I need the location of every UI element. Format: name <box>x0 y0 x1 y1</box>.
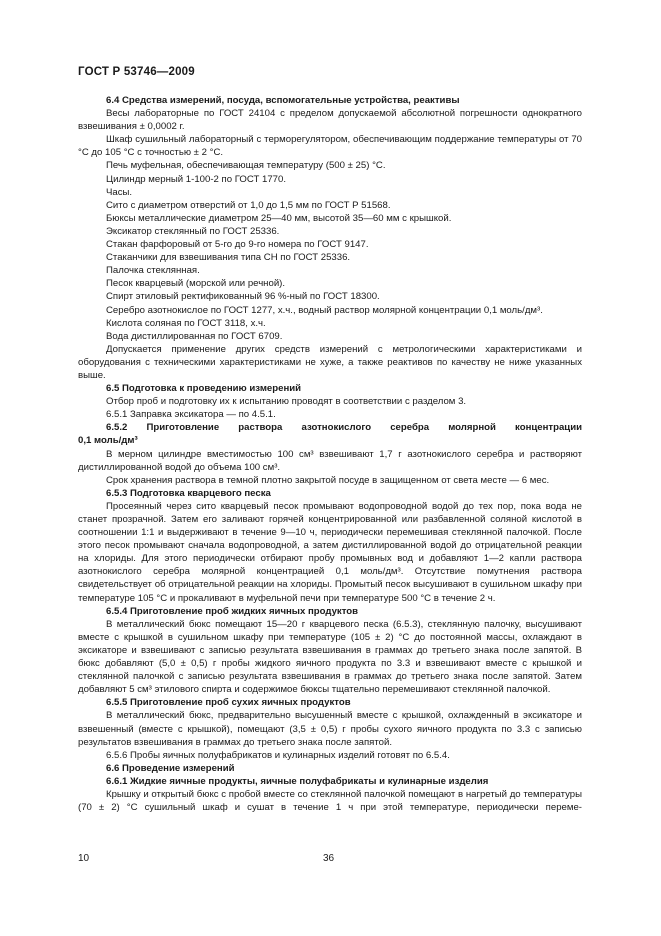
paragraph: Спирт этиловый ректификованный 96 %-ный по ГОСТ 18300. <box>106 291 380 303</box>
paragraph: Песок кварцевый (морской или речной). <box>106 278 286 290</box>
paragraph: Сито с диаметром отверстий от 1,0 до 1,5 мм по ГОСТ Р 51568. <box>106 199 391 211</box>
paragraph: Допускается применение других средств измерений с метрологическими характеристиками и оборудования с техническими характеристиками не хуже, а также реактивов по качеству не ниже указанных выше. <box>78 343 582 381</box>
paragraph: Крышку и открытый бюкс с пробой вместе со стеклянной палочкой помещают в нагретый до температуры (70 ± 2) °С сушильный шкаф и сушат в течение 1 ч при этой температуре, периодически переме- <box>78 788 582 814</box>
section-heading: 6.5.2 Приготовление раствора азотнокислого серебра молярной концентрации <box>106 422 582 434</box>
paragraph: Бюксы металлические диаметром 25—40 мм, высотой 35—60 мм с крышкой. <box>106 212 452 224</box>
section-heading: 6.4 Средства измерений, посуда, вспомогательные устройства, реактивы <box>106 95 460 106</box>
paragraph: Эксикатор стеклянный по ГОСТ 25336. <box>106 225 280 237</box>
paragraph: Шкаф сушильный лабораторный с терморегулятором, обеспечивающим поддержание температуры от 70 °С до 105 °С с точностью ± 2 °С. <box>78 134 582 159</box>
paragraph: Серебро азотнокислое по ГОСТ 1277, х.ч., водный раствор молярной концентрации 0,1 моль/дм³. <box>106 304 543 316</box>
paragraph: 6.5.1 Заправка эксикатора — по 4.5.1. <box>106 409 276 421</box>
paragraph: Просеянный через сито кварцевый песок промывают водопроводной водой до тех пор, пока вода не станет прозрачной. Затем его заливают горячей концентрированной или разбавленной соляной кислотой в соотношении 1:1 и выдерживают в течение 9—10 ч, периодически перемешивая стеклянной палочкой. После этого песок промывают сначала водопроводной, а затем дистиллированной водой до отрицательной реакции на хлориды. Для этого периодически отбирают пробу промывных вод и добавляют 1—2 капли раствора азотнокислого серебра молярной концентрацией 0,1 моль/дм³. Отсутствие помутнения раствора свидетельствует об отрицательной реакции на хлориды. Промытый песок высушивают в сушильном шкафу при температуре 105 °С и прокаливают в муфельной печи при температуре 500 °С в течение 2 ч. <box>78 500 582 604</box>
paragraph: Стакан фарфоровый от 5-го до 9-го номера по ГОСТ 9147. <box>106 239 369 251</box>
section-heading: 6.5.4 Приготовление проб жидких яичных продуктов <box>106 605 359 617</box>
paragraph: В металлический бюкс помещают 15—20 г кварцевого песка (6.5.3), стеклянную палочку, высушивают вместе с крышкой в сушильном шкафу при температуре (105 ± 2) °С до постоянной массы, охлаждают в эксикаторе и взвешивают с записью результата взвешивания в граммах до третьего знака после запятой. В бюкс добавляют (5,0 ± 0,5) г пробы жидкого яичного продукта по 3.3 и взвешивают вместе с крышкой и стеклянной палочкой с записью результата взвешивания в граммах до третьего знака после запятой. Затем добавляют 5 см³ этилового спирта и содержимое бюксы тщательно перемешивают стеклянной палочкой. <box>78 618 582 696</box>
paragraph: Кислота соляная по ГОСТ 3118, х.ч. <box>106 317 266 329</box>
paragraph: Цилиндр мерный 1-100-2 по ГОСТ 1770. <box>106 173 286 185</box>
paragraph: Вода дистиллированная по ГОСТ 6709. <box>106 330 283 342</box>
page-number-left: 10 <box>78 853 90 864</box>
section-heading: 6.5.5 Приготовление проб сухих яичных продуктов <box>106 697 351 709</box>
paragraph: Печь муфельная, обеспечивающая температуру (500 ± 25) °С. <box>106 160 386 172</box>
paragraph: Палочка стеклянная. <box>106 265 200 277</box>
paragraph: Стаканчики для взвешивания типа СН по ГОСТ 25336. <box>106 252 351 264</box>
paragraph: Срок хранения раствора в темной плотно закрытой посуде в защищенном от света месте — 6 мес. <box>106 474 550 486</box>
document-body <box>78 94 582 814</box>
section-heading: 6.6.1 Жидкие яичные продукты, яичные полуфабрикаты и кулинарные изделия <box>106 775 489 787</box>
section-heading: 6.6 Проведение измерений <box>106 762 235 774</box>
paragraph: 6.5.6 Пробы яичных полуфабрикатов и кулинарных изделий готовят по 6.5.4. <box>106 749 450 761</box>
paragraph: Часы. <box>106 186 133 198</box>
document-header: ГОСТ Р 53746—2009 <box>78 66 195 78</box>
paragraph: Отбор проб и подготовку их к испытанию проводят в соответствии с разделом 3. <box>106 396 467 408</box>
section-heading: 6.5.3 Подготовка кварцевого песка <box>106 487 271 499</box>
section-heading: 6.5 Подготовка к проведению измерений <box>106 383 302 395</box>
page-number-center: 36 <box>323 853 335 864</box>
section-heading: 0,1 моль/дм³ <box>78 435 138 447</box>
paragraph: Весы лабораторные по ГОСТ 24104 с пределом допускаемой абсолютной погрешности однократного взвешивания ± 0,0002 г. <box>78 108 582 133</box>
paragraph: В мерном цилиндре вместимостью 100 см³ взвешивают 1,7 г азотнокислого серебра и растворяют дистиллированной водой до объема 100 см³. <box>78 448 582 473</box>
paragraph: В металлический бюкс, предварительно высушенный вместе с крышкой, охлажденный в эксикаторе и взвешенный (вместе с крышкой), помещают (3,5 ± 0,5) г пробы сухого яичного продукта по 3.3 с записью результатов взвешивания в граммах до третьего знака после запятой. <box>78 710 582 748</box>
